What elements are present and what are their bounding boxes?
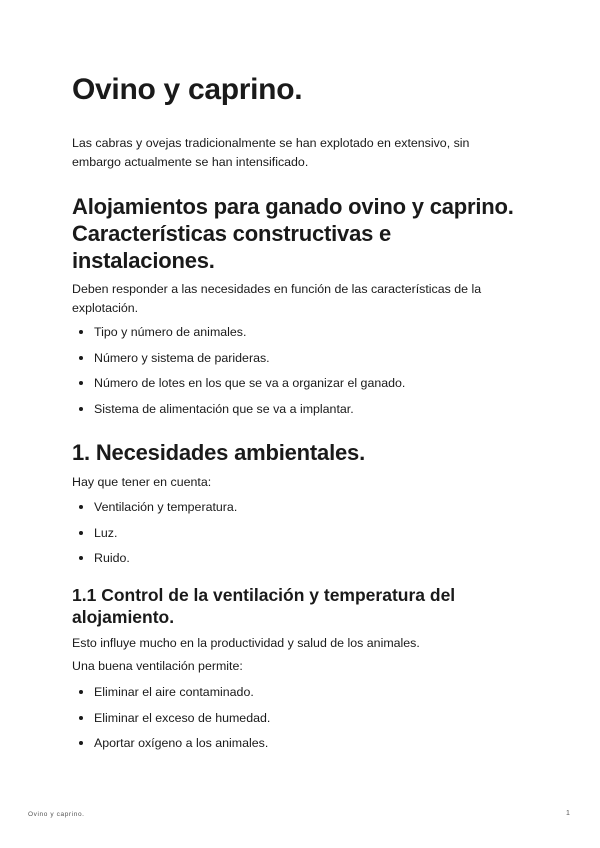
section-heading-control-ventilacion: 1.1 Control de la ventilación y temperatura del alojamiento. bbox=[72, 585, 456, 627]
list-item: Número y sistema de parideras. bbox=[72, 349, 512, 367]
list-item: Número de lotes en los que se va a organizar el ganado. bbox=[72, 374, 512, 392]
bullet-icon bbox=[79, 407, 83, 411]
bullet-icon bbox=[79, 356, 83, 360]
list-item: Tipo y número de animales. bbox=[72, 323, 512, 341]
bullet-icon bbox=[79, 381, 83, 385]
list-item: Ruido. bbox=[72, 549, 512, 567]
section-heading-alojamientos: Alojamientos para ganado ovino y caprino. Características constructivas e instalaciones. bbox=[72, 194, 514, 273]
bullet-icon bbox=[79, 531, 83, 535]
bullet-icon bbox=[79, 741, 83, 745]
bullet-icon bbox=[79, 556, 83, 560]
section-necesidades-text: Hay que tener en cuenta: bbox=[72, 475, 212, 489]
list-item: Ventilación y temperatura. bbox=[72, 498, 512, 516]
section-control-text-2: Una buena ventilación permite: bbox=[72, 659, 243, 673]
footer-document-title: Ovino y caprino. bbox=[28, 811, 85, 818]
section-control-list bbox=[72, 683, 512, 760]
list-item: Luz. bbox=[72, 524, 512, 542]
section-heading-necesidades: 1. Necesidades ambientales. bbox=[72, 440, 365, 465]
bullet-icon bbox=[79, 716, 83, 720]
footer-page-number: 1 bbox=[566, 810, 570, 817]
section-alojamientos-list bbox=[72, 323, 512, 425]
list-item: Eliminar el aire contaminado. bbox=[72, 683, 512, 701]
bullet-icon bbox=[79, 690, 83, 694]
list-item: Eliminar el exceso de humedad. bbox=[72, 709, 512, 727]
section-necesidades-list bbox=[72, 498, 512, 575]
intro-paragraph: Las cabras y ovejas tradicionalmente se han explotado en extensivo, sin embargo actualmente se han intensificado. bbox=[72, 136, 470, 169]
bullet-icon bbox=[79, 330, 83, 334]
list-item: Sistema de alimentación que se va a implantar. bbox=[72, 400, 512, 418]
section-control-text-1: Esto influye mucho en la productividad y salud de los animales. bbox=[72, 636, 420, 650]
page-title: Ovino y caprino. bbox=[72, 73, 303, 106]
section-alojamientos-text: Deben responder a las necesidades en función de las características de la explotación. bbox=[72, 282, 482, 315]
list-item: Aportar oxígeno a los animales. bbox=[72, 734, 512, 752]
bullet-icon bbox=[79, 505, 83, 509]
